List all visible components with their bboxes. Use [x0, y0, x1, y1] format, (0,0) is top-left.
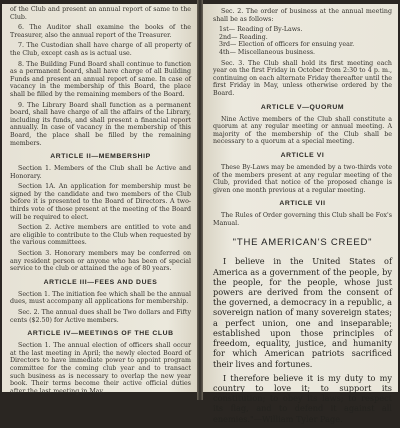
bylaw-section-7: 7. The Custodian shall have charge of all property of the Club, except cash as is actual use. — [10, 42, 191, 57]
article-6-heading: ARTICLE VI — [280, 151, 325, 159]
article-6-text: These By-Laws may be amended by a two-thirds vote of the members present at any regular meeting of the Club, provided that notice of the proposed change is given one month previous at a regular meeting. — [213, 163, 392, 194]
article-2-heading: ARTICLE II—MEMBERSHIP — [50, 153, 151, 161]
article-2-section-3: Section 3. Honorary members may be conferred on any resident person or anyone who has been of special service to the club or attained the age of 80 years. — [10, 250, 191, 273]
bylaw-section-8: 8. The Building Fund Board shall continue to function as a permanent board, shall have charge of all Building Funds and present an annual report of same. In case of vacancy in the membership of this Board, the place shall be filled by the remaining members of the Board. — [10, 60, 191, 98]
bylaw-meeting-schedule: Sec. 3. The Club shall hold its first meeting each year on the first Friday in October from 2:30 to 4 p. m., continuing on each alternate Friday thereafter until the first Friday in May, unless otherwise ordered by the Board. — [213, 59, 392, 97]
bylaw-section-6: 6. The Auditor shall examine the books of the Treasurer, also the annual report of the Treasurer. — [10, 24, 191, 39]
right-page-column — [213, 8, 392, 428]
bylaw-section-9: 9. The Library Board shall function as a permanent board, shall have charge of all the affairs of the Library, including its funds, and shall present a financial report annually. In case of vacancy in the membership of this Board, the place shall be filled by the remaining members. — [10, 101, 191, 147]
article-7-text: The Rules of Order governing this Club shall be Fox's Manual. — [213, 212, 393, 227]
article-2-section-1: Section 1. Members of the Club shall be Active and Honorary. — [10, 165, 191, 180]
article-5-heading: ARTICLE V—QUORUM — [260, 103, 345, 111]
left-page-column — [10, 6, 191, 398]
article-4-section-1: Section 1. The annual election of officers shall occur at the last meeting in April; the newly elected Board of Directors to have immediate power to appoint program committee for the coming club year and to transact such business as is necessary to overlap the new year book. Their terms become their active official duties after the last meeting in May. — [10, 342, 191, 395]
article-4-heading: ARTICLE IV—MEETINGS OF THE CLUB — [27, 330, 174, 338]
article-3-heading: ARTICLE III—FEES AND DUES — [43, 278, 158, 286]
bylaw-order-of-business: Sec. 2. The order of business at the annual meeting shall be as follows: — [213, 8, 392, 23]
article-2-section-1a: Section 1A. An application for membership must be signed by the candidate and two members of the Club before it is presented to the Board of Directors. A two-thirds vote of those present at the meeting of the Board will be required to elect. — [10, 183, 191, 221]
article-5-text: Nine Active members of the Club shall constitute a quorum at any regular meeting or annual meeting. A majority of the membership of the Club shall be necessary to a quorum at a special meeting. — [213, 115, 392, 146]
article-3-section-1: Section 1. The initiation fee which shall be the annual dues, must accompany all applications for membership. — [10, 290, 191, 306]
list-item: 2nd— Reading. — [219, 33, 268, 41]
creed-title: "THE AMERICAN'S CREED" — [232, 237, 373, 249]
list-item: 3rd— Election of officers for ensuing year. — [219, 41, 355, 49]
order-of-business-list — [213, 26, 392, 56]
bylaw-continued-text: of the Club and present an annual report of same to the Club. — [10, 6, 191, 21]
article-3-section-2: Sec. 2. The annual dues shall be Two dollars and Fifty cents ($2.50) for Active members. — [10, 309, 191, 324]
article-2-section-2: Section 2. Active members are entitled to vote and are eligible to contribute to the Club when requested by the various committees. — [10, 224, 191, 247]
list-item: 4th— Miscellaneous business. — [219, 48, 316, 56]
article-7-heading: ARTICLE VII — [279, 200, 326, 208]
creed-paragraph-1: I believe in the United States of America as a government of the people, by the people, for the people, whose just powers are derived from the consent of the governed, a democracy in a republic, a sovereign nation of many sovereign states; a perfect union, one and inseparable; established upon those principles of freedom, equality, justice, and humanity for which American patriots sacrificed their lives and fortunes. — [213, 256, 392, 369]
right-page — [203, 4, 398, 424]
left-page — [2, 4, 197, 395]
creed-paragraph-2: I therefore believe it is my duty to my country to love it; to support its constitution; to obey its laws; to respect its flag, and to defend it against all enemies."—William Tyler Page. — [213, 372, 392, 424]
list-item: 1st— Reading of By-Laws. — [219, 26, 303, 34]
